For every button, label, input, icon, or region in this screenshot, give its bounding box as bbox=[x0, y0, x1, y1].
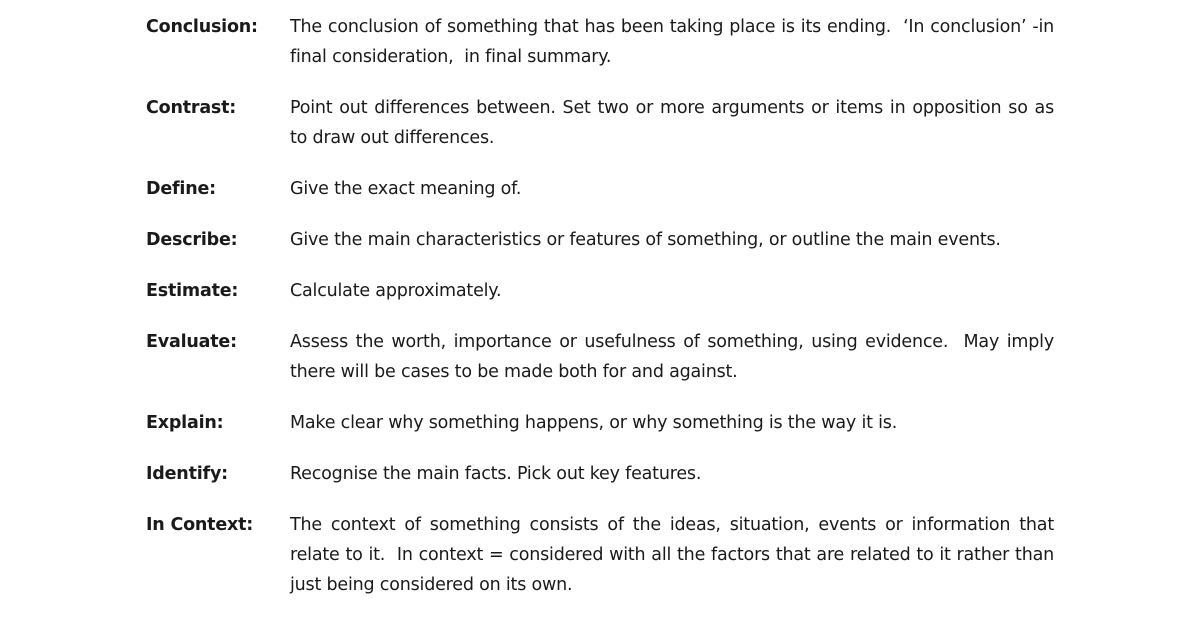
glossary-entry-in-context bbox=[146, 510, 1060, 600]
glossary-entry-conclusion bbox=[146, 12, 1060, 72]
glossary-term: Estimate: bbox=[146, 281, 239, 301]
glossary-definition: The context of something consists of the ideas, situation, events or information that relate to it. In context = considered with all the factors that are related to it rather than just being considered on its own. bbox=[290, 515, 1060, 595]
glossary-entry-identify bbox=[146, 459, 1054, 489]
glossary-entry-evaluate bbox=[146, 327, 1060, 387]
glossary-definition: Give the main characteristics or features of something, or outline the main events. bbox=[290, 230, 1001, 250]
glossary-entry-contrast bbox=[146, 93, 1060, 153]
glossary-definition: The conclusion of something that has been taking place is its ending. ‘In conclusion’ -in final consideration, in final summary. bbox=[290, 17, 1060, 67]
glossary-term: Identify: bbox=[146, 464, 228, 484]
glossary-entry-define bbox=[146, 174, 1054, 204]
glossary-entry-describe bbox=[146, 225, 1054, 255]
glossary-term: Describe: bbox=[146, 230, 238, 250]
glossary-entry-estimate bbox=[146, 276, 1054, 306]
glossary-definition: Point out differences between. Set two or more arguments or items in opposition so as to draw out differences. bbox=[290, 98, 1060, 148]
glossary-definition: Recognise the main facts. Pick out key features. bbox=[290, 464, 702, 484]
glossary-definition: Give the exact meaning of. bbox=[290, 179, 522, 199]
glossary-term: Define: bbox=[146, 179, 216, 199]
glossary-definition: Assess the worth, importance or usefulness of something, using evidence. May imply there will be cases to be made both for and against. bbox=[290, 332, 1060, 382]
glossary-definition: Make clear why something happens, or why something is the way it is. bbox=[290, 413, 898, 433]
glossary-list bbox=[146, 12, 1060, 621]
glossary-term: Contrast: bbox=[146, 98, 237, 118]
glossary-term: In Context: bbox=[146, 515, 254, 535]
glossary-entry-explain bbox=[146, 408, 1054, 438]
glossary-term: Evaluate: bbox=[146, 332, 237, 352]
glossary-term: Explain: bbox=[146, 413, 224, 433]
glossary-definition: Calculate approximately. bbox=[290, 281, 502, 301]
glossary-term: Conclusion: bbox=[146, 17, 258, 37]
